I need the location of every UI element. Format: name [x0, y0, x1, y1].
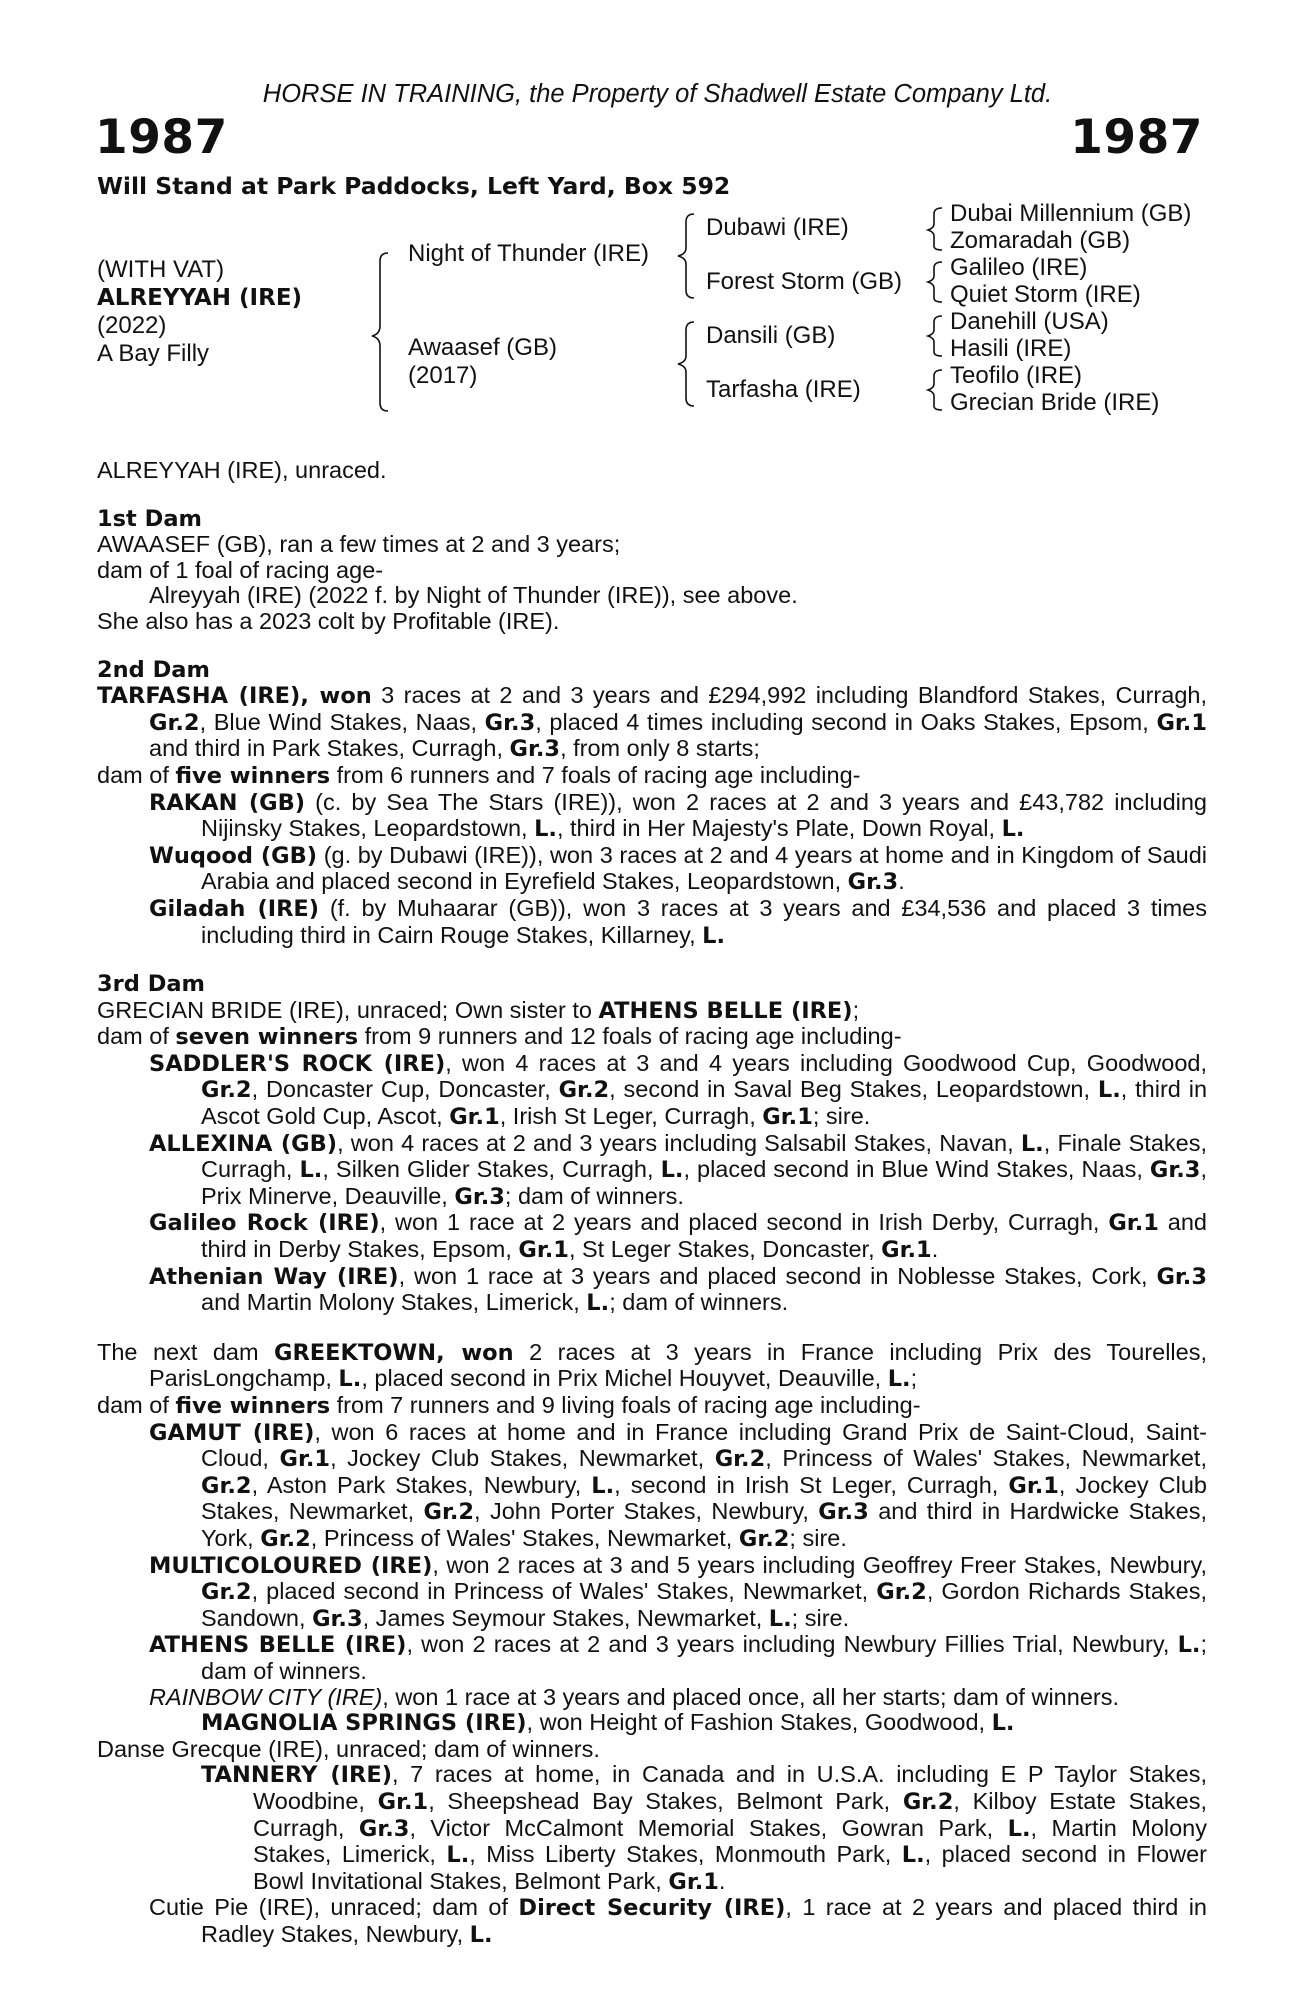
- first-dam-line-1: AWAASEF (GB), ran a few times at 2 and 3 years;: [97, 531, 621, 558]
- vat-note: (WITH VAT): [97, 256, 225, 283]
- pedigree-ggs-2: Zomaradah (GB): [950, 227, 1131, 254]
- horse-name: Wuqood (GB): [149, 842, 318, 869]
- third-dam-produce-line: dam of seven winners from 9 runners and 12 foals of racing age including-: [97, 1023, 902, 1051]
- horse-name: Athenian Way (IRE): [149, 1263, 399, 1290]
- horse-name: TARFASHA (IRE): [97, 683, 301, 710]
- pedigree-dam: Awaasef (GB): [408, 334, 557, 361]
- galileo-rock-entry: Galileo Rock (IRE), won 1 race at 2 years and placed second in Irish Derby, Curragh, Gr.1 and third in Derby Stakes, Epsom, Gr.1, St Leger Stakes, Doncaster, Gr.1.: [149, 1209, 1207, 1264]
- rakan-entry: RAKAN (GB) (c. by Sea The Stars (IRE)), won 2 races at 2 and 3 years and £43,782 including Nijinsky Stakes, Leopardstown, L., third in Her Majesty's Plate, Down Royal, L.: [149, 788, 1208, 843]
- giladah-entry: Giladah (IRE) (f. by Muhaarar (GB)), won 3 races at 3 years and £34,536 and placed 3 times including third in Cairn Rouge Stakes, Killarney, L.: [149, 894, 1207, 949]
- danse-grecque-entry: Danse Grecque (IRE), unraced; dam of winners.: [97, 1735, 600, 1762]
- horse-name: TANNERY (IRE): [201, 1762, 392, 1789]
- pedigree-dam-sire: Dansili (GB): [706, 322, 836, 349]
- pedigree-dam-dam: Tarfasha (IRE): [706, 376, 861, 403]
- pedigree-ggs-7: Teofilo (IRE): [950, 362, 1083, 389]
- first-dam-line-3: Alreyyah (IRE) (2022 f. by Night of Thunder (IRE)), see above.: [149, 582, 798, 609]
- tarfasha-entry: TARFASHA (IRE), won 3 races at 2 and 3 years and £294,992 including Blandford Stakes, Curragh, Gr.2, Blue Wind Stakes, Naas, Gr.3, placed 4 times including second in Oaks Stakes, Epsom, Gr.1 and third in Park Stakes, Curragh, Gr.3, from only 8 starts;: [97, 682, 1207, 763]
- tannery-entry: TANNERY (IRE), 7 races at home, in Canada and in U.S.A. including E P Taylor Stakes, Woodbine, Gr.1, Sheepshead Bay Stakes, Belmont Park, Gr.2, Kilboy Estate Stakes, Curragh, Gr.3, Victor McCalmont Memorial Stakes, Gowran Park, L., Martin Molony Stakes, Limerick, L., Miss Liberty Stakes, Monmouth Park, L., placed second in Flower Bowl Invitational Stakes, Belmont Park, Gr.1.: [201, 1761, 1207, 1895]
- page-header: HORSE IN TRAINING, the Property of Shadwell Estate Company Ltd.: [262, 80, 1053, 108]
- pedigree-ggs-3: Galileo (IRE): [950, 254, 1088, 281]
- pedigree-dam-year: (2017): [408, 362, 478, 389]
- wuqood-entry: Wuqood (GB) (g. by Dubawi (IRE)), won 3 races at 2 and 4 years at home and in Kingdom of Saudi Arabia and placed second in Eyrefield Stakes, Leopardstown, Gr.3.: [149, 841, 1207, 896]
- pedigree-ggs-1: Dubai Millennium (GB): [950, 200, 1192, 227]
- horse-name: Giladah (IRE): [149, 895, 320, 922]
- magnolia-springs-entry: MAGNOLIA SPRINGS (IRE), won Height of Fashion Stakes, Goodwood, L.: [201, 1709, 1015, 1737]
- allexina-entry: ALLEXINA (GB), won 4 races at 2 and 3 years including Salsabil Stakes, Navan, L., Finale Stakes, Curragh, L., Silken Glider Stakes, Curragh, L., placed second in Blue Wind Stakes, Naas, Gr.3, Prix Minerve, Deauville, Gr.3; dam of winners.: [149, 1129, 1207, 1210]
- pedigree-sire-sire: Dubawi (IRE): [706, 214, 849, 241]
- lot-number-right: 1987: [1070, 110, 1203, 165]
- pedigree-sire-dam: Forest Storm (GB): [706, 268, 903, 295]
- greektown-entry: The next dam GREEKTOWN, won 2 races at 3 years in France including Prix des Tourelles, ParisLongchamp, L., placed second in Prix Michel Houyvet, Deauville, L.;: [97, 1338, 1207, 1393]
- intro-line: ALREYYAH (IRE), unraced.: [97, 457, 387, 483]
- fourth-dam-produce-line: dam of five winners from 7 runners and 9 living foals of racing age including-: [97, 1392, 921, 1419]
- pedigree-ggs-8: Grecian Bride (IRE): [950, 389, 1160, 416]
- pedigree-ggs-5: Danehill (USA): [950, 308, 1109, 335]
- gamut-entry: GAMUT (IRE), won 6 races at home and in France including Grand Prix de Saint-Cloud, Saint-Cloud, Gr.1, Jockey Club Stakes, Newmarket, Gr.2, Princess of Wales' Stakes, Newmarket, Gr.2, Aston Park Stakes, Newbury, L., second in Irish St Leger, Curragh, Gr.1, Jockey Club Stakes, Newmarket, Gr.2, John Porter Stakes, Newbury, Gr.3 and third in Hardwicke Stakes, York, Gr.2, Princess of Wales' Stakes, Newmarket, Gr.2; sire.: [149, 1418, 1207, 1552]
- horse-name: MULTICOLOURED (IRE): [149, 1552, 433, 1579]
- grecian-bride-line: GRECIAN BRIDE (IRE), unraced; Own sister to ATHENS BELLE (IRE);: [97, 996, 860, 1024]
- saddlers-rock-entry: SADDLER'S ROCK (IRE), won 4 races at 3 and 4 years including Goodwood Cup, Goodwood, Gr.2, Doncaster Cup, Doncaster, Gr.2, second in Saval Beg Stakes, Leopardstown, L., third in Ascot Gold Cup, Ascot, Gr.1, Irish St Leger, Curragh, Gr.1; sire.: [149, 1049, 1208, 1131]
- pedigree-ggs-4: Quiet Storm (IRE): [950, 281, 1141, 308]
- foaling-year: (2022): [97, 312, 167, 339]
- athens-belle-entry: ATHENS BELLE (IRE), won 2 races at 2 and 3 years including Newbury Fillies Trial, Newbury, L.; dam of winners.: [149, 1631, 1207, 1684]
- horse-name: Galileo Rock (IRE): [149, 1210, 380, 1237]
- second-dam-title: 2nd Dam: [97, 656, 210, 683]
- first-dam-line-4: She also has a 2023 colt by Profitable (IRE).: [97, 607, 560, 634]
- horse-name: ATHENS BELLE (IRE): [149, 1632, 407, 1659]
- horse-name: ALREYYAH (IRE): [97, 285, 303, 311]
- horse-description: A Bay Filly: [97, 340, 210, 367]
- cutie-pie-entry: Cutie Pie (IRE), unraced; dam of Direct Security (IRE), 1 race at 2 years and placed third in Radley Stakes, Newbury, L.: [149, 1894, 1208, 1948]
- horse-name: SADDLER'S ROCK (IRE): [149, 1050, 446, 1077]
- multicoloured-entry: MULTICOLOURED (IRE), won 2 races at 3 and 5 years including Geoffrey Freer Stakes, Newbury, Gr.2, placed second in Princess of Wales' Stakes, Newmarket, Gr.2, Gordon Richards Stakes, Sandown, Gr.3, James Seymour Stakes, Newmarket, L.; sire.: [149, 1551, 1208, 1632]
- horse-name: GAMUT (IRE): [149, 1419, 315, 1446]
- athenian-way-entry: Athenian Way (IRE), won 1 race at 3 years and placed second in Noblesse Stakes, Cork, Gr.3 and Martin Molony Stakes, Limerick, L.; dam of winners.: [149, 1262, 1207, 1317]
- horse-name: RAINBOW CITY (IRE): [149, 1683, 383, 1710]
- third-dam-title: 3rd Dam: [97, 971, 205, 998]
- pedigree-sire: Night of Thunder (IRE): [408, 240, 649, 267]
- horse-name: MAGNOLIA SPRINGS (IRE): [201, 1710, 527, 1737]
- lot-number-left: 1987: [95, 110, 228, 165]
- first-dam-line-2: dam of 1 foal of racing age-: [97, 556, 384, 583]
- first-dam-title: 1st Dam: [97, 505, 202, 532]
- stand-location: Will Stand at Park Paddocks, Left Yard, Box 592: [97, 172, 731, 200]
- horse-name: ALLEXINA (GB): [149, 1130, 338, 1157]
- pedigree-ggs-6: Hasili (IRE): [950, 335, 1072, 362]
- rainbow-city-entry: RAINBOW CITY (IRE), won 1 race at 3 years and placed once, all her starts; dam of winners.: [149, 1683, 1119, 1710]
- second-dam-produce-line: dam of five winners from 6 runners and 7 foals of racing age including-: [97, 761, 861, 789]
- horse-name: RAKAN (GB): [149, 789, 306, 816]
- catalogue-body: [97, 458, 1207, 1948]
